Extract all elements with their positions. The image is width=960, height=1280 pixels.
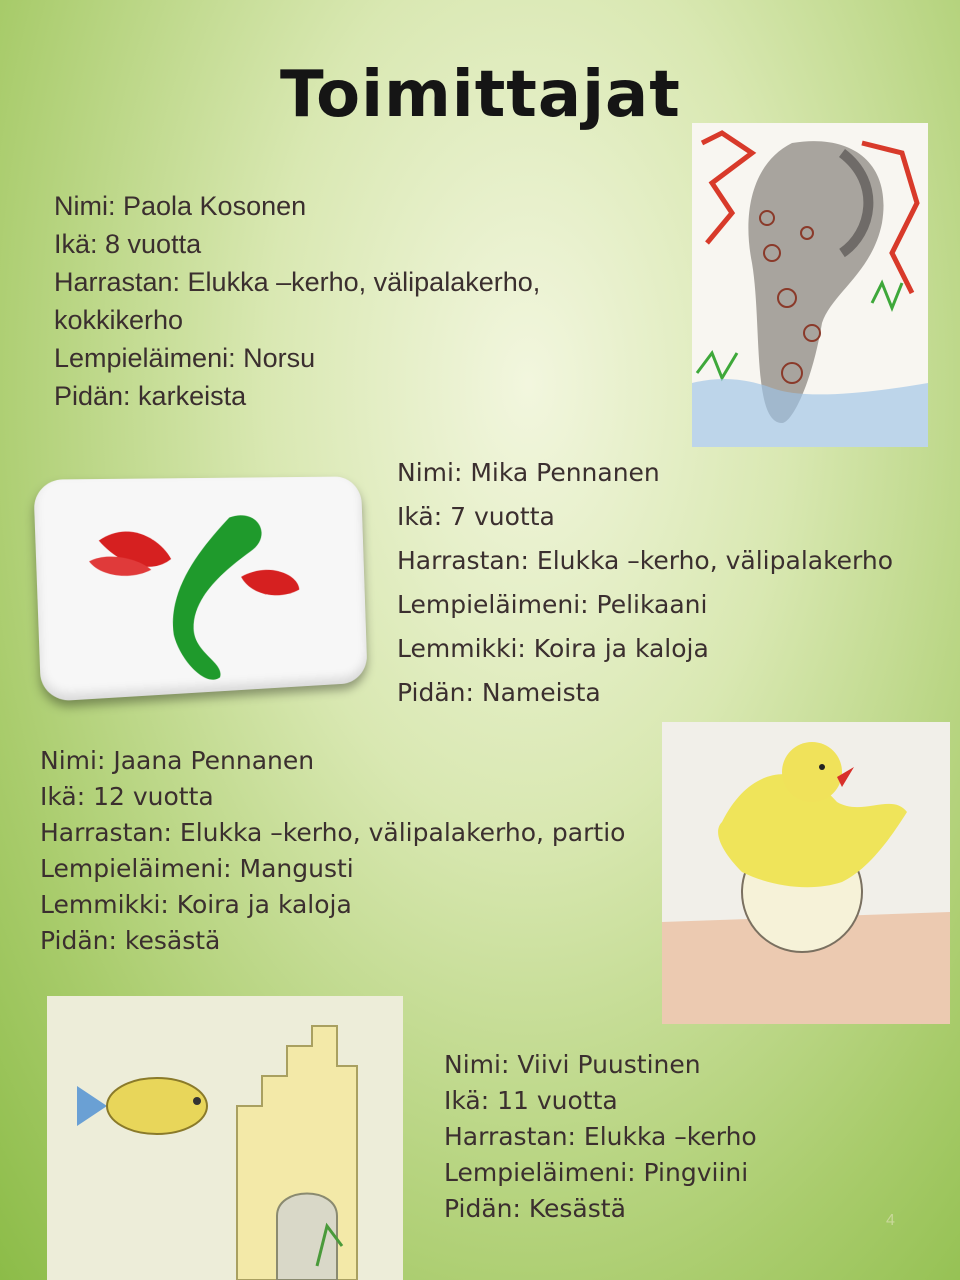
editor-name: Nimi: Mika Pennanen [397, 458, 660, 487]
editor-age: Ikä: 8 vuotta [54, 229, 202, 259]
chick-drawing [662, 722, 950, 1024]
editor-profile-mika [397, 460, 893, 724]
editor-name: Nimi: Jaana Pennanen [40, 746, 315, 775]
editor-favorite-animal: Lempieläimeni: Mangusti [40, 854, 354, 883]
editor-name: Nimi: Viivi Puustinen [444, 1050, 701, 1079]
editor-age: Ikä: 12 vuotta [40, 782, 214, 811]
editor-likes: Pidän: Nameista [397, 678, 601, 707]
editor-name: Nimi: Paola Kosonen [54, 191, 307, 221]
editor-pet: Lemmikki: Koira ja kaloja [40, 890, 352, 919]
page-title: Toimittajat [280, 58, 681, 132]
editor-favorite-animal: Lempieläimeni: Pingviini [444, 1158, 749, 1187]
editor-pet: Lemmikki: Koira ja kaloja [397, 634, 709, 663]
editor-hobbies-cont: kokkikerho [54, 305, 184, 335]
editor-favorite-animal: Lempieläimeni: Pelikaani [397, 590, 708, 619]
editor-hobbies: Harrastan: Elukka –kerho, välipalakerho, partio [40, 818, 626, 847]
fish-castle-drawing [47, 996, 403, 1280]
editor-age: Ikä: 11 vuotta [444, 1086, 618, 1115]
editor-favorite-animal: Lempieläimeni: Norsu [54, 343, 316, 373]
editor-hobbies: Harrastan: Elukka –kerho [444, 1122, 757, 1151]
editor-hobbies: Harrastan: Elukka –kerho, välipalakerho, [54, 267, 541, 297]
editor-age: Ikä: 7 vuotta [397, 502, 555, 531]
editor-hobbies: Harrastan: Elukka –kerho, välipalakerho [397, 546, 894, 575]
editor-profile-jaana [40, 748, 625, 964]
page-number: 4 [886, 1212, 895, 1229]
editor-likes: Pidän: kesästä [40, 926, 221, 955]
editor-profile-viivi [444, 1052, 757, 1232]
telephone-drawing-tile [33, 476, 367, 702]
editor-likes: Pidän: Kesästä [444, 1194, 626, 1223]
editor-likes: Pidän: karkeista [54, 381, 247, 411]
elephant-drawing [692, 123, 928, 447]
editor-profile-paola [54, 193, 540, 421]
